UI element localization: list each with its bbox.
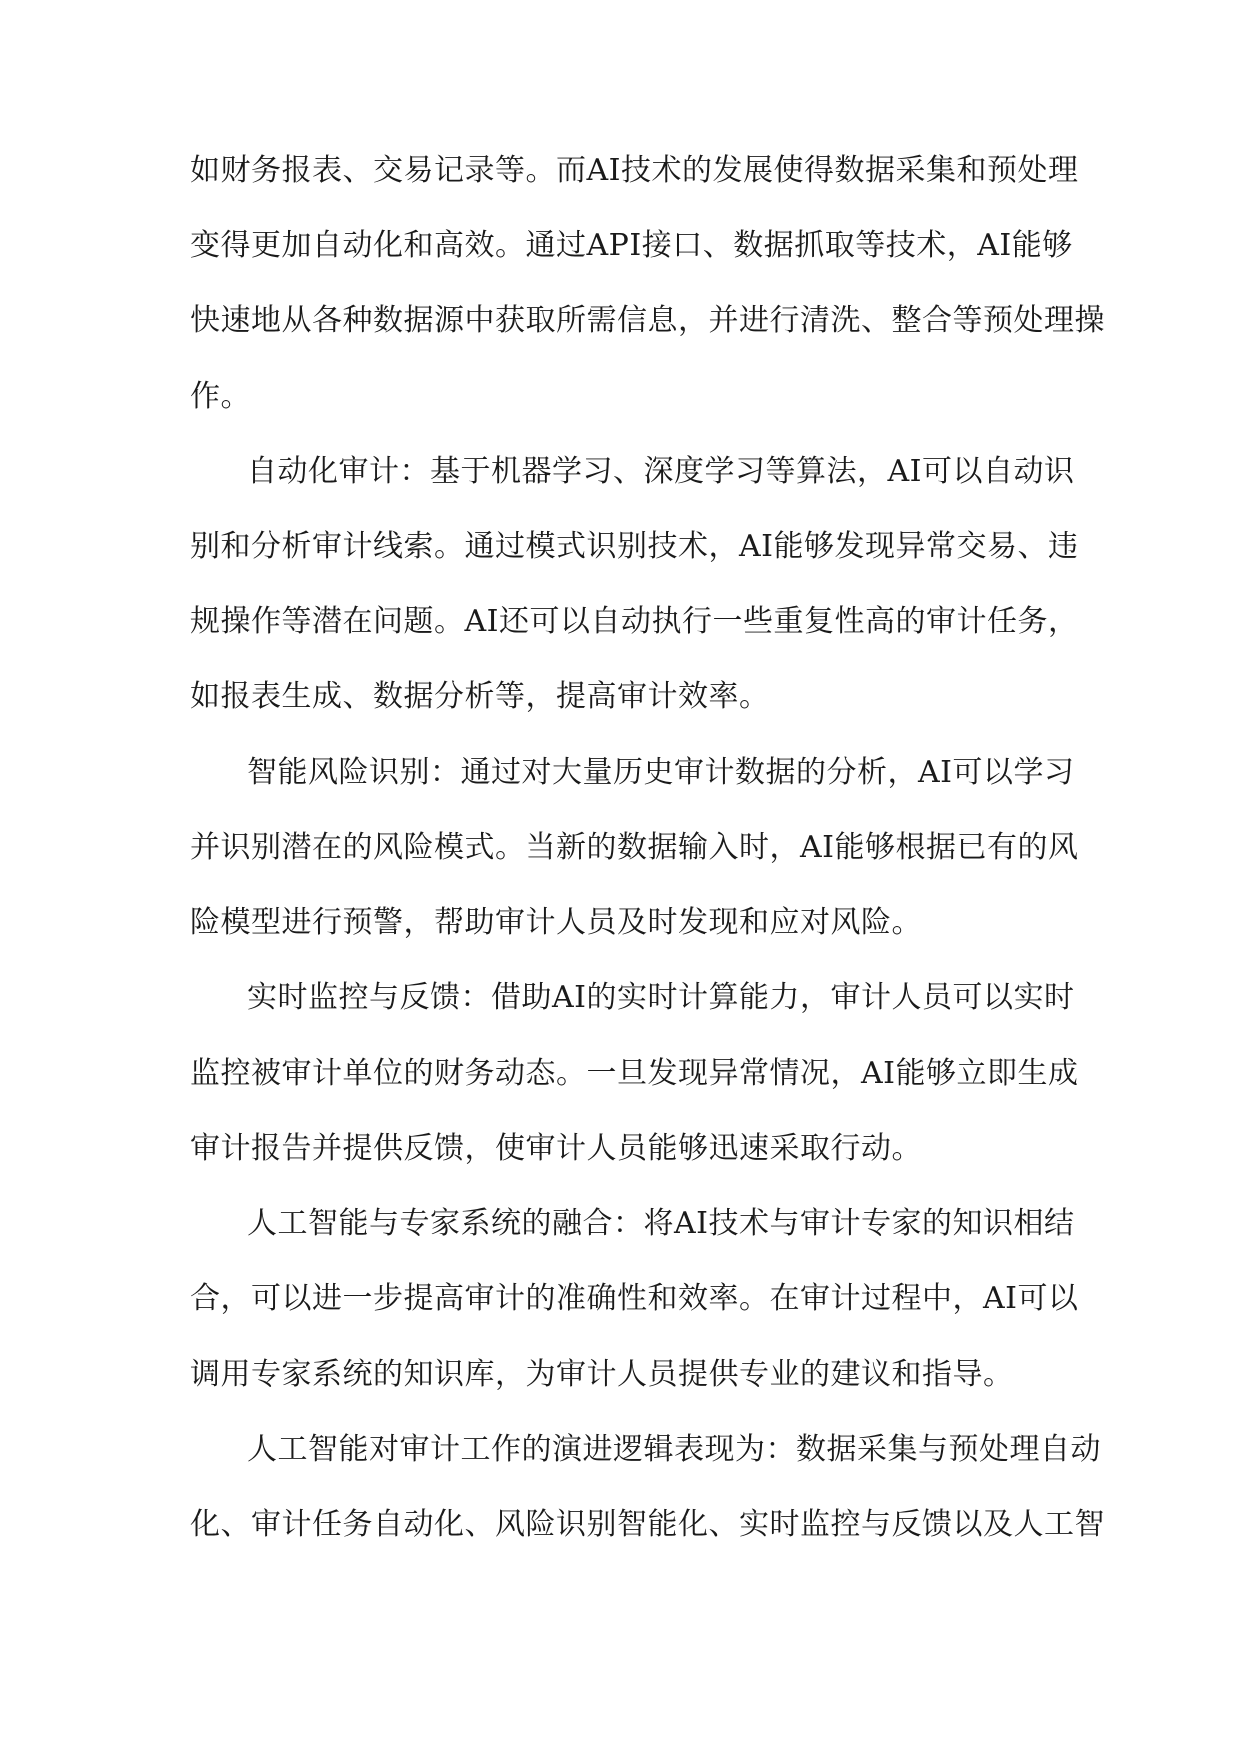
- paragraph-first-line: 智能风险识别：通过对大量历史审计数据的分析，AI可以学习: [247, 755, 1075, 790]
- text-line: 审计报告并提供反馈，使审计人员能够迅速采取行动。: [190, 1131, 922, 1166]
- paragraph-first-line: 人工智能对审计工作的演进逻辑表现为：数据采集与预处理自动: [247, 1432, 1101, 1467]
- text-line: 变得更加自动化和高效。通过API接口、数据抓取等技术，AI能够: [190, 228, 1073, 263]
- text-line: 调用专家系统的知识库，为审计人员提供专业的建议和指导。: [190, 1357, 1014, 1392]
- text-line: 如报表生成、数据分析等，提高审计效率。: [190, 679, 770, 714]
- text-line: 作。: [190, 379, 251, 414]
- text-line: 并识别潜在的风险模式。当新的数据输入时，AI能够根据已有的风: [190, 830, 1079, 865]
- text-line: 险模型进行预警，帮助审计人员及时发现和应对风险。: [190, 905, 922, 940]
- text-line: 合，可以进一步提高审计的准确性和效率。在审计过程中，AI可以: [190, 1281, 1079, 1316]
- text-line: 监控被审计单位的财务动态。一旦发现异常情况，AI能够立即生成: [190, 1056, 1079, 1091]
- text-line: 快速地从各种数据源中获取所需信息，并进行清洗、整合等预处理操: [190, 303, 1105, 338]
- paragraph-first-line: 人工智能与专家系统的融合：将AI技术与审计专家的知识相结: [247, 1206, 1075, 1241]
- text-line: 规操作等潜在问题。AI还可以自动执行一些重复性高的审计任务，: [190, 604, 1079, 639]
- text-line: 化、审计任务自动化、风险识别智能化、实时监控与反馈以及人工智: [190, 1507, 1105, 1542]
- text-line: 如财务报表、交易记录等。而AI技术的发展使得数据采集和预处理: [190, 153, 1079, 188]
- paragraph-first-line: 实时监控与反馈：借助AI的实时计算能力，审计人员可以实时: [247, 980, 1075, 1015]
- paragraph-first-line: 自动化审计：基于机器学习、深度学习等算法，AI可以自动识: [247, 454, 1075, 489]
- text-line: 别和分析审计线索。通过模式识别技术，AI能够发现异常交易、违: [190, 529, 1079, 564]
